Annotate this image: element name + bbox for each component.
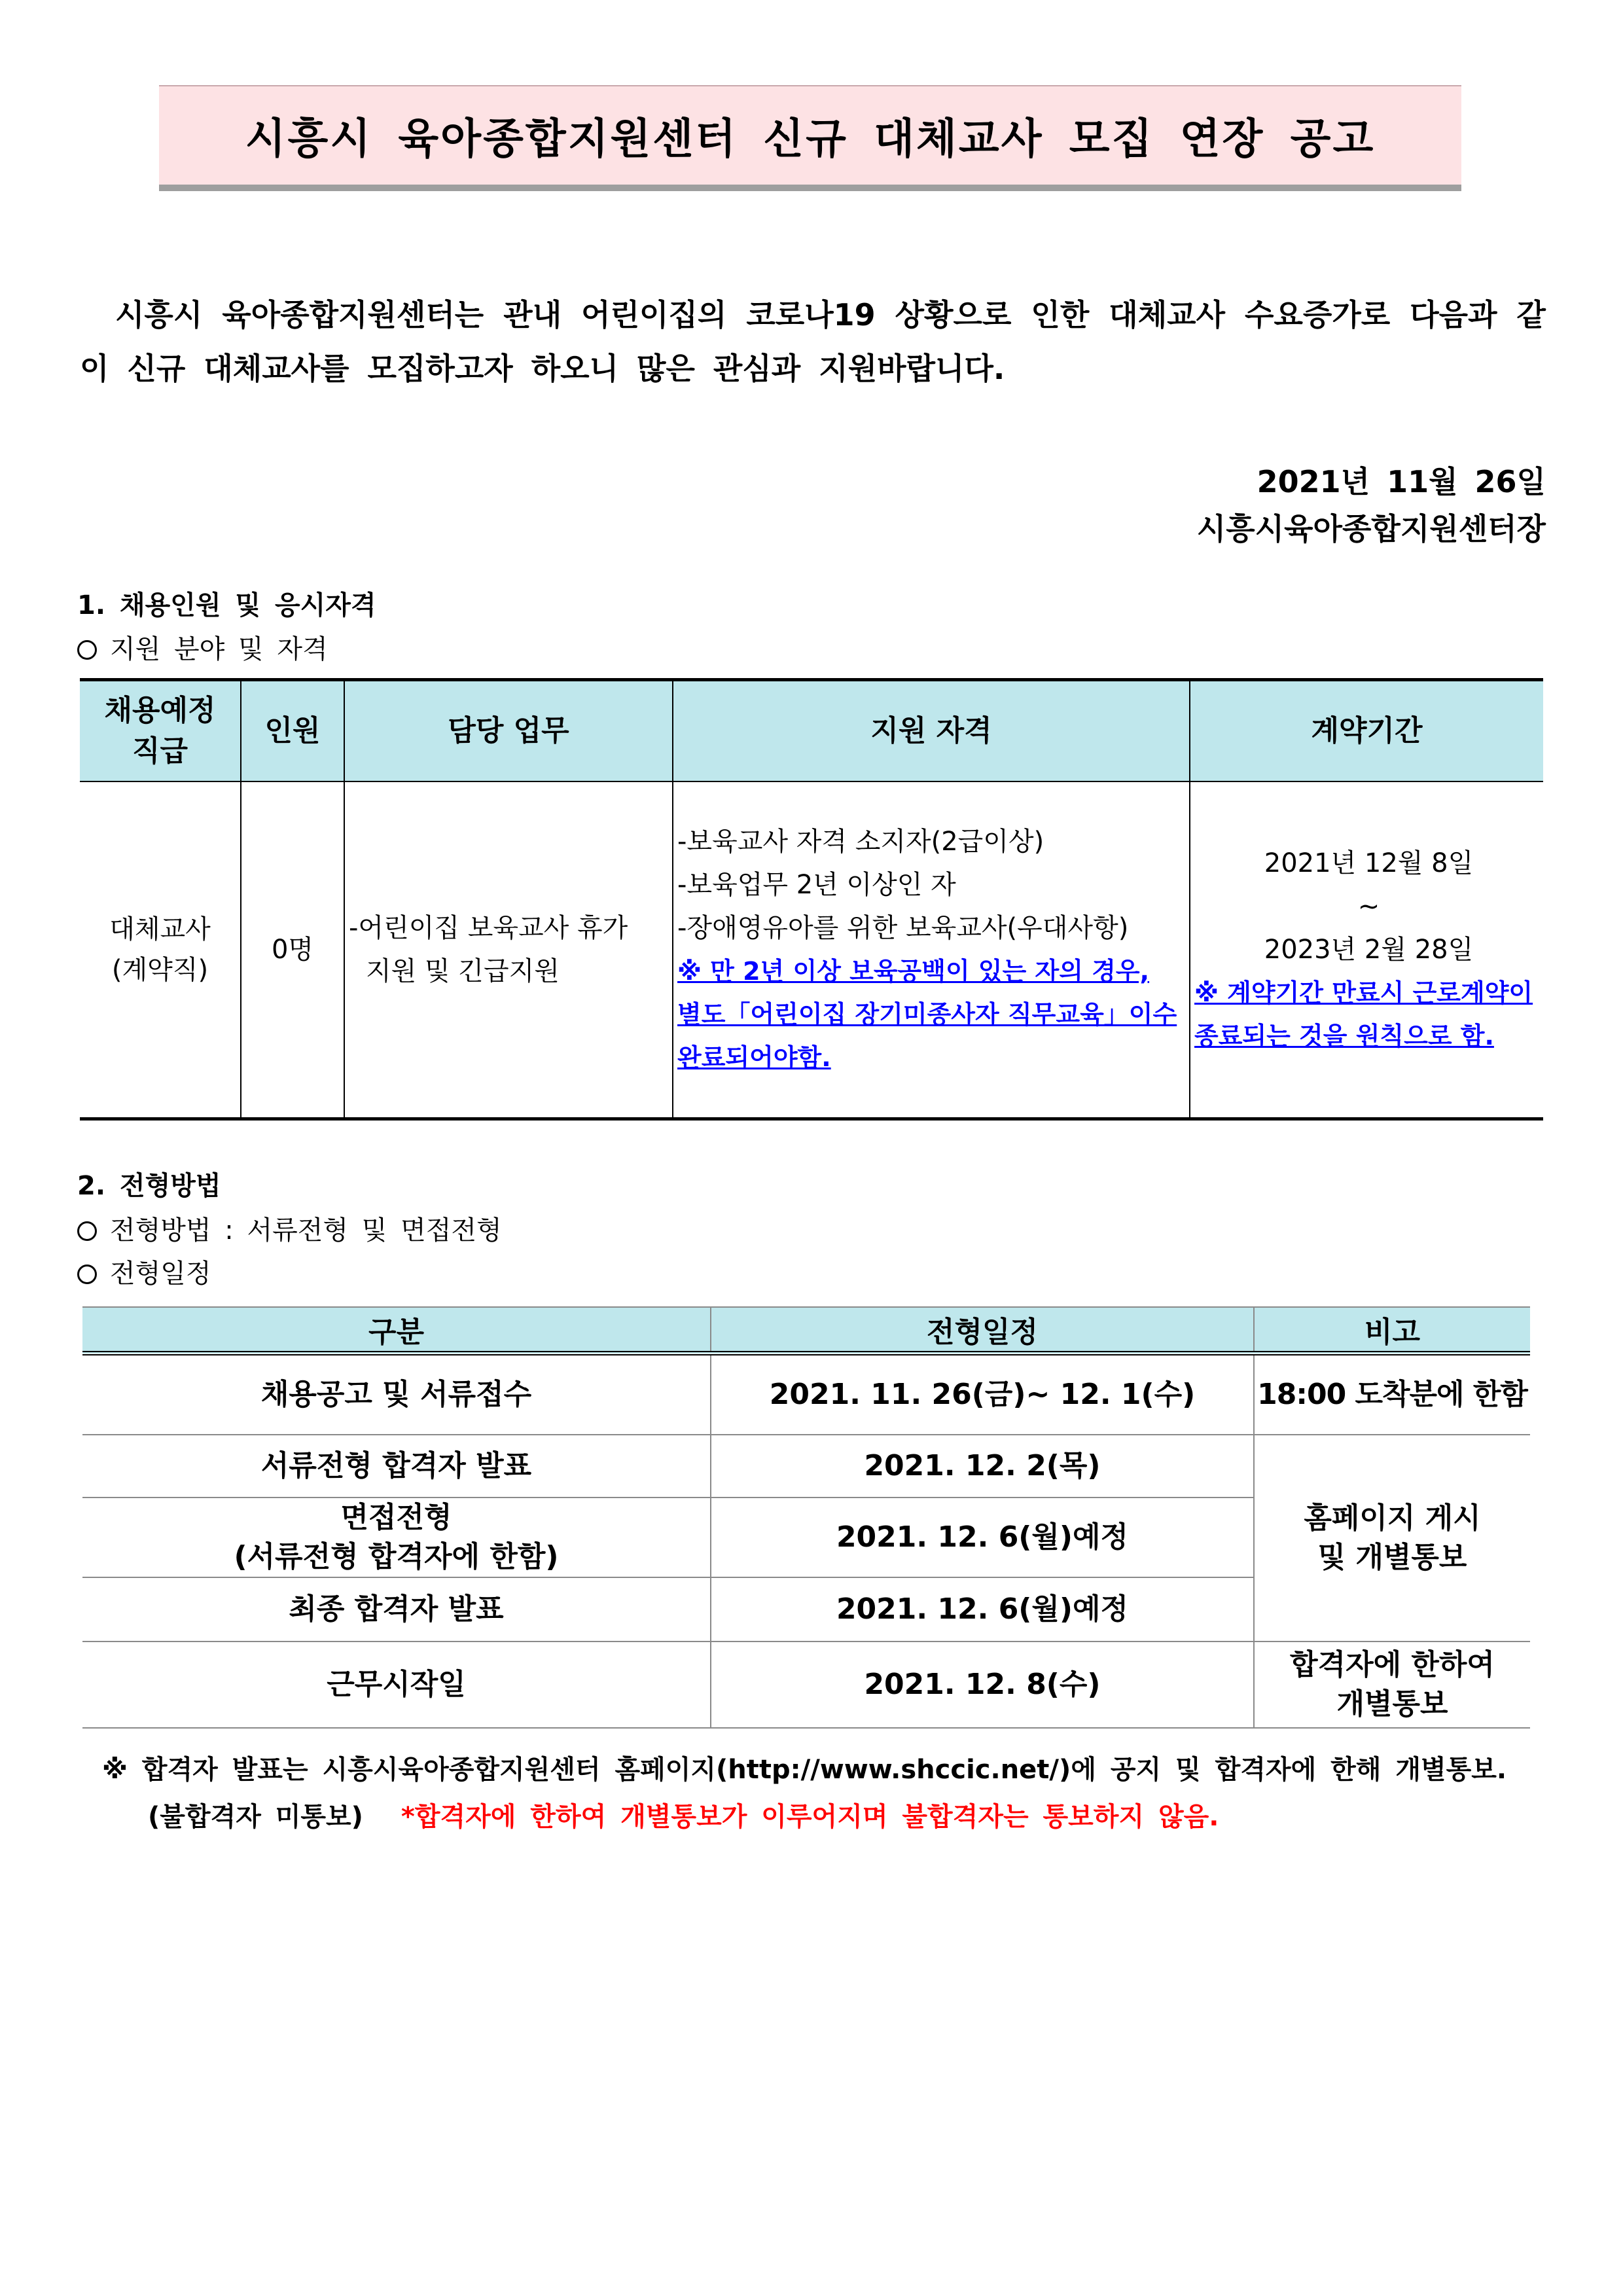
duty-l2: 지원 및 긴급지원 xyxy=(366,956,560,986)
cell-position xyxy=(80,781,241,1119)
qual-note-3: 완료되어야함. xyxy=(677,1043,831,1072)
row1-category: 채용공고 및 서류접수 xyxy=(82,1354,711,1435)
row5-remarks xyxy=(1254,1641,1530,1728)
header-remarks: 비고 xyxy=(1254,1307,1530,1354)
schedule-table xyxy=(82,1306,1530,1729)
position-l1: 대체교사 xyxy=(109,914,211,944)
section2-schedule-label: 전형일정 xyxy=(110,1259,211,1289)
section1-subtitle: 지원 분야 및 자격 xyxy=(110,634,328,664)
section2-method-line xyxy=(77,1210,502,1247)
announcement-date: 2021년 11월 26일 xyxy=(1257,464,1546,499)
header-position-l1: 채용예정 xyxy=(104,694,216,727)
footnote-line1: ※ 합격자 발표는 시흥시육아종합지원센터 홈페이지(http://www.shccic.net/)에 공지 및 합격자에 한해 개별통보. xyxy=(102,1755,1507,1785)
row2-category: 서류전형 합격자 발표 xyxy=(82,1435,711,1498)
duty-l1: -어린이집 보육교사 휴가 xyxy=(349,913,628,943)
merged-remarks-l2: 및 개별통보 xyxy=(1317,1540,1467,1574)
circle-bullet-icon xyxy=(77,1265,97,1284)
section2-title: 2. 전형방법 xyxy=(77,1171,221,1201)
cell-duty xyxy=(344,781,673,1119)
table-row xyxy=(82,1435,1530,1498)
merged-remarks xyxy=(1254,1435,1530,1641)
qual-note-1: ※ 만 2년 이상 보육공백이 있는 자의 경우, xyxy=(677,957,1150,986)
merged-remarks-l1: 홈페이지 게시 xyxy=(1304,1501,1481,1535)
header-position-l2: 직급 xyxy=(132,734,188,768)
qual-item-1: -보육교사 자격 소지자(2급이상) xyxy=(677,827,1044,857)
header-count: 인원 xyxy=(241,680,344,782)
period-start: 2021년 12월 8일 xyxy=(1264,848,1474,878)
footnote-red-notice: *합격자에 한하여 개별통보가 이루어지며 불합격자는 통보하지 않음. xyxy=(401,1802,1219,1832)
row3-category-l2: (서류전형 합격자에 한함) xyxy=(234,1539,559,1573)
row1-remarks: 18:00 도착분에 한함 xyxy=(1254,1354,1530,1435)
table-row xyxy=(82,1354,1530,1435)
row5-schedule: 2021. 12. 8(수) xyxy=(711,1641,1254,1728)
recruitment-table-header xyxy=(80,680,1543,782)
issuer-name: 시흥시육아종합지원센터장 xyxy=(1196,511,1546,547)
header-duty: 담당 업무 xyxy=(344,680,673,782)
row5-category: 근무시작일 xyxy=(82,1641,711,1728)
period-note-1: ※ 계약기간 만료시 근로계약이 xyxy=(1194,978,1533,1007)
section1-subtitle-line xyxy=(77,628,328,666)
schedule-table-header xyxy=(82,1307,1530,1354)
recruitment-table-row xyxy=(80,781,1543,1119)
cell-qualification xyxy=(673,781,1190,1119)
table-row xyxy=(82,1641,1530,1728)
header-position xyxy=(80,680,241,782)
row5-remarks-l1: 합격자에 한하여 xyxy=(1290,1647,1495,1681)
period-end: 2023년 2월 28일 xyxy=(1264,935,1474,965)
footnote-line2 xyxy=(148,1796,1219,1833)
title-banner xyxy=(159,85,1461,185)
cell-period xyxy=(1190,781,1543,1119)
page-title: 시흥시 육아종합지원센터 신규 대체교사 모집 연장 공고 xyxy=(245,115,1376,164)
row5-remarks-l2: 개별통보 xyxy=(1336,1687,1448,1721)
cell-count: 0명 xyxy=(241,781,344,1119)
header-schedule: 전형일정 xyxy=(711,1307,1254,1354)
circle-bullet-icon xyxy=(77,1221,97,1241)
row2-schedule: 2021. 12. 2(목) xyxy=(711,1435,1254,1498)
row3-category xyxy=(82,1498,711,1577)
section1-title: 1. 채용인원 및 응시자격 xyxy=(77,590,376,620)
period-note-2: 종료되는 것을 원칙으로 함. xyxy=(1194,1022,1494,1050)
recruitment-table xyxy=(80,678,1543,1121)
row1-schedule: 2021. 11. 26(금)~ 12. 1(수) xyxy=(711,1354,1254,1435)
position-l2: (계약직) xyxy=(111,955,209,985)
row4-schedule: 2021. 12. 6(월)예정 xyxy=(711,1577,1254,1641)
intro-paragraph: 시흥시 육아종합지원센터는 관내 어린이집의 코로나19 상황으로 인한 대체교사 수요증가로 다음과 같이 신규 대체교사를 모집하고자 하오니 많은 관심과 지원바랍니다. xyxy=(80,297,1546,386)
footnote-non-notice: (불합격자 미통보) xyxy=(148,1802,363,1832)
header-category: 구분 xyxy=(82,1307,711,1354)
header-qualification: 지원 자격 xyxy=(673,680,1190,782)
row4-category: 최종 합격자 발표 xyxy=(82,1577,711,1641)
period-sep: ~ xyxy=(1357,891,1380,922)
row3-category-l1: 면접전형 xyxy=(340,1500,452,1534)
circle-bullet-icon xyxy=(77,640,97,660)
qual-note-2: 별도「어린이집 장기미종사자 직무교육」이수 xyxy=(677,1000,1177,1029)
qual-item-3: -장애영유아를 위한 보육교사(우대사항) xyxy=(677,913,1129,943)
section2-method: 전형방법 : 서류전형 및 면접전형 xyxy=(110,1215,502,1246)
section2-schedule-line xyxy=(77,1253,211,1290)
row3-schedule: 2021. 12. 6(월)예정 xyxy=(711,1498,1254,1577)
header-period: 계약기간 xyxy=(1190,680,1543,782)
qual-item-2: -보육업무 2년 이상인 자 xyxy=(677,870,956,900)
